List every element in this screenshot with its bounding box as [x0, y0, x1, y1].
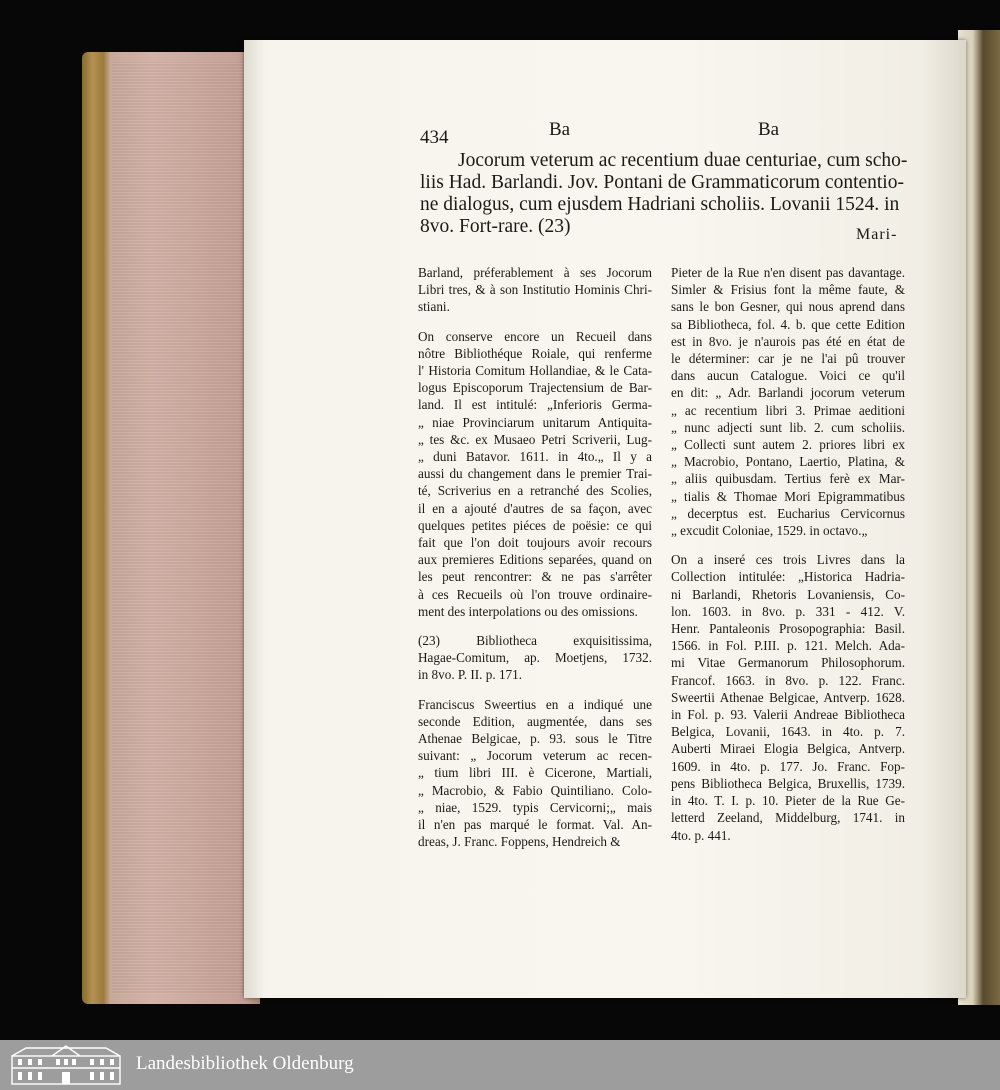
text-line: lon. 1603. in 8vo. p. 331 - 412. V.: [671, 603, 905, 619]
text-line: „ duni Batavor. 1611. in 4to.„ Il y a: [418, 449, 652, 465]
title-line: liis Had. Barlandi. Jov. Pontani de Grammaticorum contentio-: [420, 172, 904, 193]
text-line: Francof. 1663. in 8vo. p. 122. Franc.: [671, 672, 905, 688]
text-line: 1566. in Fol. P.III. p. 121. Melch. Ada-: [671, 638, 905, 654]
text-line: aussi du changement dans le premier Trai-: [418, 466, 652, 482]
footer-bar: [0, 1040, 1000, 1090]
text-line: 1609. in 4to. p. 177. Jo. Franc. Fop-: [671, 758, 905, 774]
text-line: „ Collecti sunt autem 2. priores libri ex: [671, 437, 905, 453]
paragraph-gap: [418, 316, 652, 328]
text-line: Hagae-Comitum, ap. Moetjens, 1732.: [418, 650, 652, 666]
text-line: dreas, J. Franc. Foppens, Hendreich &: [418, 834, 621, 850]
left-column: [418, 264, 652, 851]
text-line: il en a ajouté d'autres de sa façon, avec: [418, 500, 652, 516]
text-line: nôtre Bibliothéque Roiale, qui renferme: [418, 345, 652, 361]
text-line: Barland, préferablement à ses Jocorum: [418, 265, 652, 280]
text-line: est in 8vo. je n'aurois pas été en état de: [671, 333, 905, 349]
text-line: il n'en pas marqué le format. Val. An-: [418, 817, 652, 833]
title-line: 8vo. Fort-rare. (23): [420, 216, 571, 237]
page-number: 434: [420, 127, 449, 148]
text-line: in 8vo. P. II. p. 171.: [418, 667, 523, 683]
text-line: „ niae Provinciarum unitarum Antiquita-: [418, 414, 652, 430]
text-line: seconde Edition, augmentée, dans ses: [418, 713, 652, 729]
text-line: quelques petites piéces de poësie: ce qui: [418, 517, 652, 533]
text-line: land. Il est intitulé: „Inferioris Germa-: [418, 397, 652, 413]
running-head-right: Ba: [758, 119, 780, 140]
text-line: les peut rencontrer: & ne pas s'arrêter: [418, 569, 652, 585]
text-line: l' Historia Comitum Hollandiae, & le Cata-: [418, 363, 652, 379]
text-line: fait que l'on doit toujours avoir recours: [418, 535, 652, 551]
text-line: in 4to. T. I. p. 10. Pieter de la Rue Ge-: [671, 793, 905, 809]
text-line: à ces Recueils où l'on trouve ordinaire-: [418, 586, 652, 602]
text-line: in Fol. p. 93. Valerii Andreae Bibliotheca: [671, 707, 905, 723]
catchword: Mari-: [856, 226, 898, 243]
text-line: sa Bibliotheca, fol. 4. b. que cette Edition: [671, 316, 905, 332]
text-line: Auberti Miraei Elogia Belgica, Antverp.: [671, 741, 905, 757]
right-column: [671, 264, 905, 844]
text-line: logus Episcoporum Trajectensium de Bar-: [418, 380, 652, 396]
running-head-left: Ba: [549, 119, 571, 140]
library-building-icon: [8, 1044, 124, 1086]
paragraph-gap: [418, 620, 652, 632]
text-line: (23) Bibliotheca exquisitissima,: [418, 633, 652, 649]
text-line: Franciscus Sweertius en a indiqué une: [418, 696, 652, 712]
text-line: Belgica, Lovanii, 1643. in 4to. p. 7.: [671, 724, 905, 740]
text-line: „ nunc adjecti sunt lib. 2. cum scholiis.: [671, 419, 905, 435]
text-line: Henr. Pantaleonis Prosopographia: Basil.: [671, 621, 905, 637]
text-line: On a inseré ces trois Livres dans la: [671, 552, 905, 568]
text-line: „ tium libri III. è Cicerone, Martiali,: [418, 765, 652, 781]
text-line: „ excudit Coloniae, 1529. in octavo.„: [671, 523, 868, 539]
text-line: Sweertii Athenae Belgicae, Antverp. 1628.: [671, 689, 905, 705]
library-name: Landesbibliothek Oldenburg: [136, 1053, 354, 1074]
text-line: dans aucun Catalogue. Voici ce qu'il: [671, 368, 905, 384]
text-line: Collection intitulée: „Historica Hadria-: [671, 569, 905, 585]
text-line: Athenae Belgicae, p. 93. sous le Titre: [418, 731, 652, 747]
text-line: „ tes &c. ex Musaeo Petri Scriverii, Lug-: [418, 431, 652, 447]
text-line: mi Vitae Germanorum Philosophorum.: [671, 655, 905, 671]
bibliographic-title: [420, 150, 906, 238]
text-line: té, Scriverius en a retranché des Scolies,: [418, 483, 652, 499]
text-line: On conserve encore un Recueil dans: [418, 328, 652, 344]
text-line: „ tialis & Thomae Mori Epigrammatibus: [671, 488, 905, 504]
text-line: le déterminer: car je ne l'ai pû trouver: [671, 351, 905, 367]
text-line: „ Macrobio, & Fabio Quintiliano. Colo-: [418, 782, 652, 798]
text-line: en dit: „ Adr. Barlandi jocorum veterum: [671, 385, 905, 401]
text-line: stiani.: [418, 299, 450, 315]
title-line: Jocorum veterum ac recentium duae centuriae, cum scho-: [458, 150, 908, 171]
text-line: pens Bibliotheca Belgica, Bruxellis, 1739.: [671, 775, 905, 791]
text-line: aux premieres Editions separées, quand on: [418, 552, 652, 568]
text-line: „ niae, 1529. typis Cervicorni;„ mais: [418, 799, 652, 815]
text-line: ni Barlandi, Rhetoris Lovaniensis, Co-: [671, 586, 905, 602]
text-line: 4to. p. 441.: [671, 827, 731, 843]
text-line: „ aliis quibusdam. Tertius ferè ex Mar-: [671, 471, 905, 487]
text-line: Simler & Frisius font la même faute, &: [671, 282, 905, 298]
book-page-edges: [82, 52, 260, 1004]
text-line: „ ac recentium libri 3. Primae aeditioni: [671, 402, 905, 418]
text-line: Libri tres, & à son Institutio Hominis Chri-: [418, 282, 652, 298]
paragraph-gap: [671, 539, 905, 551]
text-line: letterd Zeeland, Middelburg, 1741. in: [671, 810, 905, 826]
paragraph-gap: [418, 684, 652, 696]
text-line: suivant: „ Jocorum veterum ac recen-: [418, 748, 652, 764]
text-line: Pieter de la Rue n'en disent pas davantage.: [671, 265, 905, 280]
text-line: „ decerptus est. Eucharius Cervicornus: [671, 505, 905, 521]
title-line: ne dialogus, cum ejusdem Hadriani scholiis. Lovanii 1524. in: [420, 194, 900, 215]
text-line: „ Macrobio, Pontano, Laertio, Platina, &: [671, 454, 905, 470]
text-line: ment des interpolations ou des omissions.: [418, 603, 638, 619]
text-line: sans le bon Gesner, qui nous aprend dans: [671, 299, 905, 315]
